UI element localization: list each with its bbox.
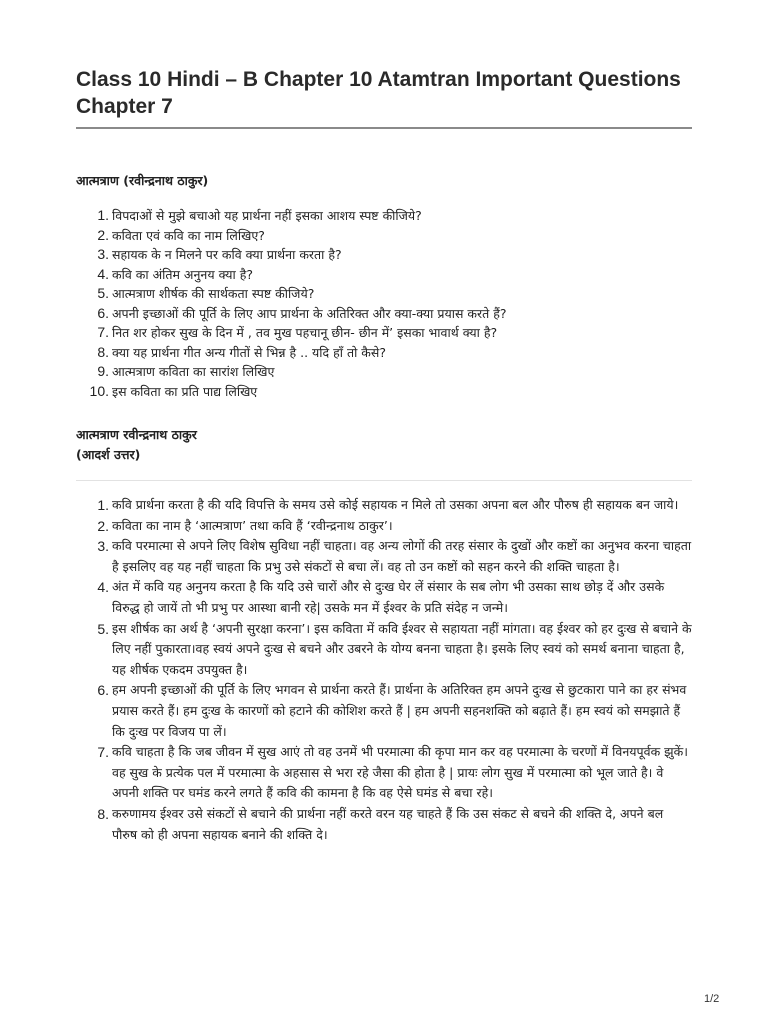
answer-item — [76, 536, 692, 577]
list-item-text: कविता का नाम है ‘आत्मत्राण’ तथा कवि हैं ‘रवीन्द्रनाथ ठाकुर’। — [112, 517, 393, 533]
list-item-text: नित शर होकर सुख के दिन में , तव मुख पहचानू छीन- छीन में’ इसका भावार्थ क्या है? — [112, 325, 498, 340]
list-item-number: 4. — [97, 265, 109, 282]
page-title: Class 10 Hindi – B Chapter 10 Atamtran Important Questions Chapter 7 — [76, 68, 681, 118]
answer-item — [76, 619, 692, 681]
title-divider — [76, 127, 692, 129]
list-item-text: क्या यह प्रार्थना गीत अन्य गीतों से भिन्न है .. यदि हाँ तो कैसे? — [112, 344, 386, 360]
list-item-number: 8. — [97, 805, 109, 822]
list-item-number: 2. — [97, 226, 109, 243]
list-item-number: 5. — [97, 285, 109, 301]
list-item-number: 3. — [97, 246, 109, 262]
question-item — [76, 362, 692, 382]
list-item-number: 6. — [97, 682, 109, 699]
answer-item — [76, 516, 692, 537]
question-item — [76, 343, 692, 363]
list-item-number: 5. — [97, 620, 109, 637]
list-item-text: कवि प्रार्थना करता है की यदि विपत्ति के समय उसे कोई सहायक न मिले तो उसका अपना बल और पौरुष ही सहायक बन जाये। — [112, 497, 679, 512]
list-item-number: 2. — [97, 517, 109, 534]
section-subheading-answers: (आदर्श उत्तर) — [76, 447, 141, 462]
list-item-number: 7. — [97, 324, 109, 340]
question-item — [76, 206, 692, 226]
list-item-text: कवि चाहता है कि जब जीवन में सुख आएं तो वह उनमें भी परमात्मा की कृपा मान कर वह परमात्मा के चरणों में विनयपूर्वक झुकें। वह सुख के प्रत्येक पल में परमात्मा के अहसास से भरा रहे जैसा की होता है | प्रायः लोग सुख में परमात्मा को भूल जाते है। वे अपनी शक्ति पर घमंड करने लगते हैं कवि की कामना है कि वह ऐसे घमंड से बचा रहे। — [112, 744, 688, 801]
answer-item — [76, 742, 692, 804]
list-item-number: 1. — [97, 207, 109, 223]
list-item-number: 9. — [97, 363, 109, 379]
list-item-text: सहायक के न मिलने पर कवि क्या प्रार्थना करता है? — [112, 247, 342, 262]
list-item-text: इस कविता का प्रति पाद्य लिखिए — [112, 383, 258, 399]
question-item — [76, 323, 692, 343]
list-item-text: हम अपनी इच्छाओं की पूर्ति के लिए भगवन से प्रार्थना करते हैं। प्रार्थना के अतिरिक्त हम अपने दुःख से छुटकारा पाने का हर संभव प्रयास करते हैं। हम दुःख के कारणों को हटाने की कोशिश करते हैं | हम अपनी सहनशक्ति को बढ़ाते हैं। हम स्वयं को समझाते हैं कि दुःख पर विजय पा लें। — [112, 682, 687, 739]
question-item — [76, 382, 692, 402]
list-item-number: 6. — [97, 304, 109, 321]
list-item-text: आत्मत्राण कविता का सारांश लिखिए — [112, 364, 275, 379]
answer-item — [76, 804, 692, 845]
answer-item — [76, 577, 692, 618]
question-item — [76, 284, 692, 304]
question-item — [76, 245, 692, 265]
answer-item — [76, 680, 692, 742]
list-item-number: 1. — [97, 497, 109, 513]
question-list — [76, 206, 692, 401]
list-item-number: 3. — [97, 538, 109, 555]
list-item-text: अपनी इच्छाओं की पूर्ति के लिए आप प्रार्थना के अतिरिक्त और क्या-क्या प्रयास करते हैं? — [112, 305, 507, 321]
list-item-text: अंत में कवि यह अनुनय करता है कि यदि उसे चारों और से दुःख घेर लें संसार के सब लोग भी उसका साथ छोड़ दें और उसके विरुद्ध हो जायें तो भी प्रभु पर आस्था बानी रहे| उसके मन में ईश्वर के प्रति संदेह न जन्मे। — [112, 579, 665, 615]
question-item — [76, 265, 692, 285]
answer-item — [76, 495, 692, 516]
answer-list — [76, 495, 692, 845]
section-heading-questions: आत्मत्राण (रवीन्द्रनाथ ठाकुर) — [76, 173, 209, 188]
list-item-text: कवि का अंतिम अनुनय क्या है? — [112, 266, 254, 282]
list-item-number: 8. — [97, 343, 109, 360]
section-heading-answers: आत्मत्राण रवीन्द्रनाथ ठाकुर — [76, 427, 197, 442]
list-item-number: 4. — [97, 579, 109, 596]
list-item-text: करुणामय ईश्वर उसे संकटों से बचाने की प्रार्थना नहीं करते वरन यह चाहते हैं कि उस संकट से बचने की शक्ति दे, अपने बल पौरुष को ही अपना सहायक बनाने की शक्ति दे। — [112, 805, 664, 842]
list-item-number: 10. — [89, 382, 109, 399]
question-item — [76, 304, 692, 324]
list-item-number: 7. — [97, 744, 109, 761]
list-item-text: कविता एवं कवि का नाम लिखिए? — [112, 227, 265, 243]
list-item-text: विपदाओं से मुझे बचाओ यह प्रार्थना नहीं इसका आशय स्पष्ट कीजिये? — [112, 208, 422, 223]
question-item — [76, 226, 692, 246]
section-divider — [76, 480, 692, 481]
list-item-text: इस शीर्षक का अर्थ है ‘अपनी सुरक्षा करना’। इस कविता में कवि ईश्वर से सहायता नहीं मांगता। वह ईश्वर को हर दुःख से बचाने के लिए नहीं पुकारता।वह स्वयं अपने दुःख से बचने और उबरने के योग्य बनना चाहता है। इसके लिए स्वयं को समर्थ बनाना चाहता है, यह शीर्षक एकदम उपयुक्त है। — [112, 620, 692, 677]
list-item-text: आत्मत्राण शीर्षक की सार्थकता स्पष्ट कीजिये? — [112, 286, 315, 301]
page-number: 1/2 — [704, 993, 720, 1005]
list-item-text: कवि परमात्मा से अपने लिए विशेष सुविधा नहीं चाहता। वह अन्य लोगों की तरह संसार के दुखों और कष्टों का अनुभव करना चाहता है इसलिए वह यह नहीं चाहता कि प्रभु उसे संकटों से बचा लें। वह तो उन कष्टों को सहन करने की शक्ति चाहता है। — [112, 538, 692, 574]
